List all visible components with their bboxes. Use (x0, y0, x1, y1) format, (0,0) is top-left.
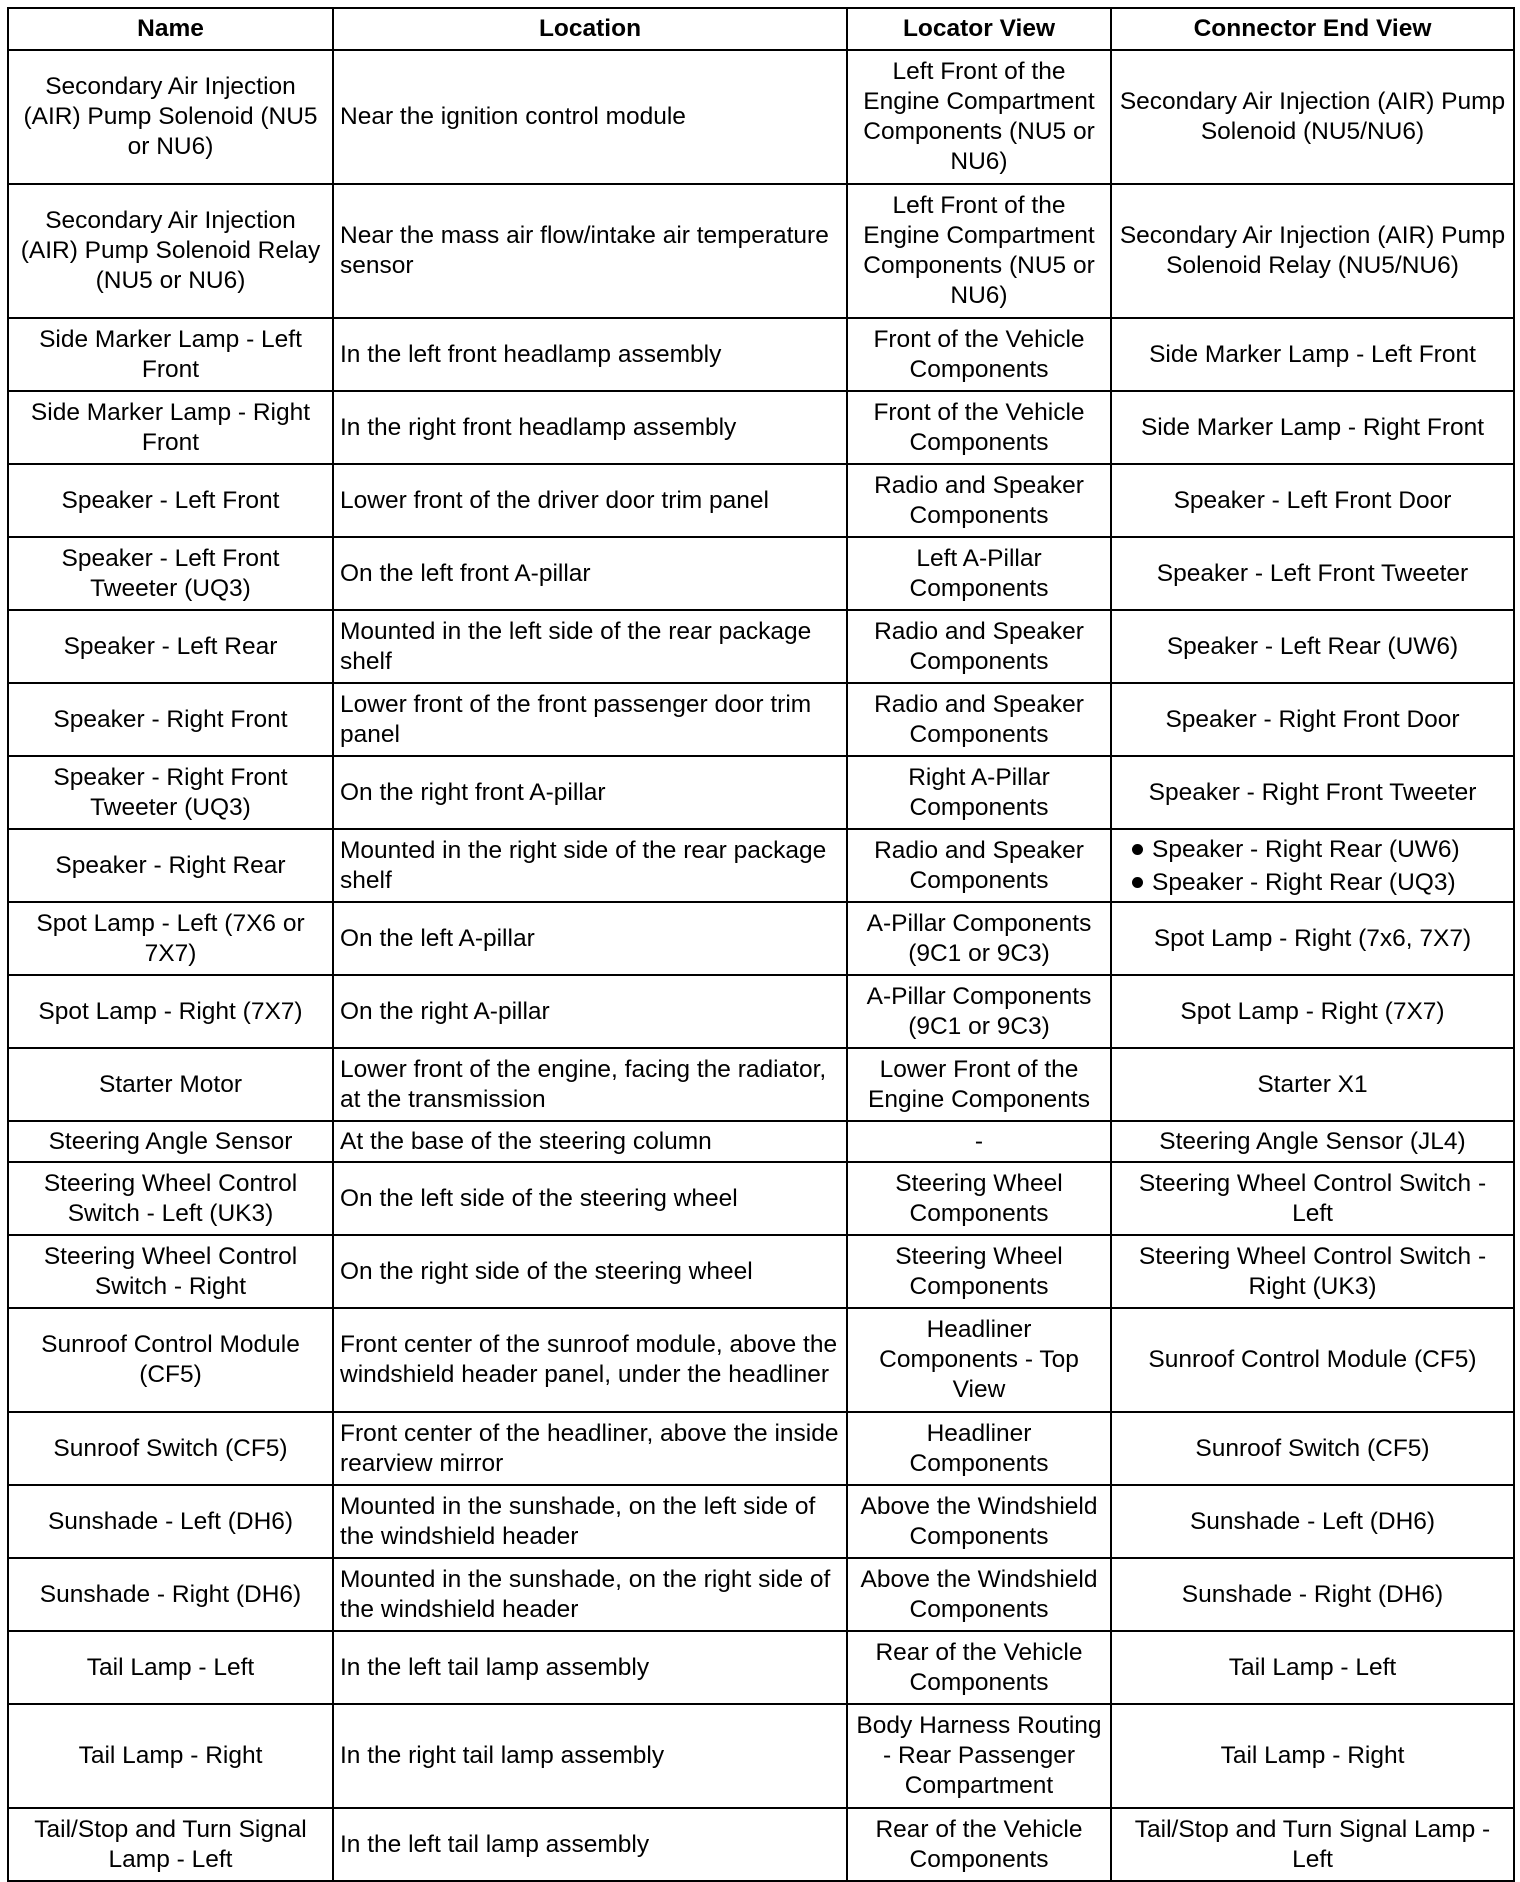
cell-connector-end-view: Speaker - Left Front Tweeter (1111, 537, 1514, 610)
cell-connector-end-view: Spot Lamp - Right (7x6, 7X7) (1111, 902, 1514, 975)
table-row (8, 1235, 1514, 1308)
cell-connector-end-view: Speaker - Left Rear (UW6) (1111, 610, 1514, 683)
cell-connector-end-view: Starter X1 (1111, 1048, 1514, 1121)
cell-name: Spot Lamp - Left (7X6 or 7X7) (8, 902, 333, 975)
cell-connector-end-view: Spot Lamp - Right (7X7) (1111, 975, 1514, 1048)
cell-name: Speaker - Left Rear (8, 610, 333, 683)
table-row (8, 184, 1514, 318)
cell-name: Tail Lamp - Right (8, 1704, 333, 1808)
cell-name: Sunshade - Right (DH6) (8, 1558, 333, 1631)
cell-location: Near the mass air flow/intake air temperature sensor (333, 184, 847, 318)
cell-locator-view: Radio and Speaker Components (847, 683, 1111, 756)
cell-name: Speaker - Left Front (8, 464, 333, 537)
cell-name: Starter Motor (8, 1048, 333, 1121)
cell-location: In the left front headlamp assembly (333, 318, 847, 391)
cell-locator-view: Headliner Components (847, 1412, 1111, 1485)
cell-name: Speaker - Right Rear (8, 829, 333, 902)
cell-connector-end-view: Side Marker Lamp - Left Front (1111, 318, 1514, 391)
table-row (8, 902, 1514, 975)
cell-locator-view: A-Pillar Components (9C1 or 9C3) (847, 975, 1111, 1048)
cell-name: Steering Wheel Control Switch - Right (8, 1235, 333, 1308)
cell-name: Secondary Air Injection (AIR) Pump Solenoid (NU5 or NU6) (8, 50, 333, 184)
table-row (8, 829, 1514, 902)
cell-locator-view: Left A-Pillar Components (847, 537, 1111, 610)
table-row (8, 464, 1514, 537)
cell-location: Lower front of the engine, facing the radiator, at the transmission (333, 1048, 847, 1121)
table-row (8, 1704, 1514, 1808)
table-row (8, 1048, 1514, 1121)
table-row (8, 1121, 1514, 1162)
table-row (8, 1631, 1514, 1704)
cell-locator-view: Radio and Speaker Components (847, 464, 1111, 537)
header-connector-end-view: Connector End View (1111, 8, 1514, 50)
cell-name: Tail/Stop and Turn Signal Lamp - Left (8, 1808, 333, 1881)
cell-connector-end-view: Speaker - Right Front Tweeter (1111, 756, 1514, 829)
table-row (8, 537, 1514, 610)
table-row (8, 975, 1514, 1048)
cell-locator-view: A-Pillar Components (9C1 or 9C3) (847, 902, 1111, 975)
cell-connector-end-view (1111, 829, 1514, 902)
cell-name: Tail Lamp - Left (8, 1631, 333, 1704)
cell-name: Sunroof Switch (CF5) (8, 1412, 333, 1485)
table-row (8, 756, 1514, 829)
cell-locator-view: Steering Wheel Components (847, 1162, 1111, 1235)
cell-location: In the left tail lamp assembly (333, 1808, 847, 1881)
header-location: Location (333, 8, 847, 50)
cell-location: Mounted in the left side of the rear package shelf (333, 610, 847, 683)
table-row (8, 318, 1514, 391)
cell-name: Sunroof Control Module (CF5) (8, 1308, 333, 1412)
cell-locator-view: Radio and Speaker Components (847, 829, 1111, 902)
cell-locator-view: Above the Windshield Components (847, 1485, 1111, 1558)
cell-connector-end-view: Steering Wheel Control Switch - Left (1111, 1162, 1514, 1235)
cell-location: On the right front A-pillar (333, 756, 847, 829)
cell-location: Lower front of the front passenger door trim panel (333, 683, 847, 756)
header-row (8, 8, 1514, 50)
cell-location: Mounted in the sunshade, on the left side of the windshield header (333, 1485, 847, 1558)
table-row (8, 1162, 1514, 1235)
table-row (8, 1808, 1514, 1881)
table-row (8, 391, 1514, 464)
cell-locator-view: Left Front of the Engine Compartment Components (NU5 or NU6) (847, 184, 1111, 318)
cell-name: Speaker - Right Front (8, 683, 333, 756)
cell-location: On the right side of the steering wheel (333, 1235, 847, 1308)
cell-location: Lower front of the driver door trim panel (333, 464, 847, 537)
cell-connector-end-view: Secondary Air Injection (AIR) Pump Solenoid (NU5/NU6) (1111, 50, 1514, 184)
cell-locator-view: - (847, 1121, 1111, 1162)
cell-location: At the base of the steering column (333, 1121, 847, 1162)
cell-location: On the left A-pillar (333, 902, 847, 975)
cell-location: In the right front headlamp assembly (333, 391, 847, 464)
cell-location: Front center of the headliner, above the inside rearview mirror (333, 1412, 847, 1485)
cell-locator-view: Left Front of the Engine Compartment Components (NU5 or NU6) (847, 50, 1111, 184)
cell-name: Spot Lamp - Right (7X7) (8, 975, 333, 1048)
cell-locator-view: Body Harness Routing - Rear Passenger Compartment (847, 1704, 1111, 1808)
cell-name: Side Marker Lamp - Right Front (8, 391, 333, 464)
cell-connector-end-view: Sunshade - Left (DH6) (1111, 1485, 1514, 1558)
cell-name: Speaker - Left Front Tweeter (UQ3) (8, 537, 333, 610)
cell-connector-end-view: Tail Lamp - Right (1111, 1704, 1514, 1808)
cell-connector-end-view: Sunroof Switch (CF5) (1111, 1412, 1514, 1485)
cell-location: In the right tail lamp assembly (333, 1704, 847, 1808)
cell-connector-end-view: Speaker - Right Front Door (1111, 683, 1514, 756)
cell-connector-end-view: Secondary Air Injection (AIR) Pump Solenoid Relay (NU5/NU6) (1111, 184, 1514, 318)
cell-connector-end-view: Sunroof Control Module (CF5) (1111, 1308, 1514, 1412)
cell-name: Speaker - Right Front Tweeter (UQ3) (8, 756, 333, 829)
cell-locator-view: Rear of the Vehicle Components (847, 1808, 1111, 1881)
table-row (8, 610, 1514, 683)
cell-connector-end-view: Tail Lamp - Left (1111, 1631, 1514, 1704)
connector-list (1118, 833, 1507, 899)
table-row (8, 1485, 1514, 1558)
table-row (8, 683, 1514, 756)
cell-location: Mounted in the sunshade, on the right side of the windshield header (333, 1558, 847, 1631)
cell-connector-end-view: Steering Wheel Control Switch - Right (UK3) (1111, 1235, 1514, 1308)
cell-location: On the left front A-pillar (333, 537, 847, 610)
cell-location: On the left side of the steering wheel (333, 1162, 847, 1235)
header-locator-view: Locator View (847, 8, 1111, 50)
cell-location: Mounted in the right side of the rear package shelf (333, 829, 847, 902)
connector-list-item: Speaker - Right Rear (UQ3) (1118, 866, 1507, 899)
cell-locator-view: Front of the Vehicle Components (847, 318, 1111, 391)
cell-locator-view: Lower Front of the Engine Components (847, 1048, 1111, 1121)
cell-connector-end-view: Sunshade - Right (DH6) (1111, 1558, 1514, 1631)
cell-name: Secondary Air Injection (AIR) Pump Solenoid Relay (NU5 or NU6) (8, 184, 333, 318)
connector-list-item: Speaker - Right Rear (UW6) (1118, 833, 1507, 866)
cell-locator-view: Right A-Pillar Components (847, 756, 1111, 829)
header-name: Name (8, 8, 333, 50)
cell-location: Front center of the sunroof module, above the windshield header panel, under the headliner (333, 1308, 847, 1412)
table-row (8, 1308, 1514, 1412)
cell-location: Near the ignition control module (333, 50, 847, 184)
cell-connector-end-view: Tail/Stop and Turn Signal Lamp - Left (1111, 1808, 1514, 1881)
component-locator-table (7, 7, 1515, 1882)
cell-name: Side Marker Lamp - Left Front (8, 318, 333, 391)
cell-locator-view: Steering Wheel Components (847, 1235, 1111, 1308)
cell-name: Sunshade - Left (DH6) (8, 1485, 333, 1558)
cell-location: In the left tail lamp assembly (333, 1631, 847, 1704)
table-row (8, 50, 1514, 184)
table-row (8, 1558, 1514, 1631)
cell-locator-view: Above the Windshield Components (847, 1558, 1111, 1631)
table-row (8, 1412, 1514, 1485)
cell-connector-end-view: Side Marker Lamp - Right Front (1111, 391, 1514, 464)
cell-locator-view: Rear of the Vehicle Components (847, 1631, 1111, 1704)
cell-connector-end-view: Speaker - Left Front Door (1111, 464, 1514, 537)
cell-locator-view: Headliner Components - Top View (847, 1308, 1111, 1412)
cell-locator-view: Radio and Speaker Components (847, 610, 1111, 683)
cell-location: On the right A-pillar (333, 975, 847, 1048)
cell-name: Steering Angle Sensor (8, 1121, 333, 1162)
cell-locator-view: Front of the Vehicle Components (847, 391, 1111, 464)
cell-connector-end-view: Steering Angle Sensor (JL4) (1111, 1121, 1514, 1162)
cell-name: Steering Wheel Control Switch - Left (UK3) (8, 1162, 333, 1235)
table-body (8, 50, 1514, 1881)
